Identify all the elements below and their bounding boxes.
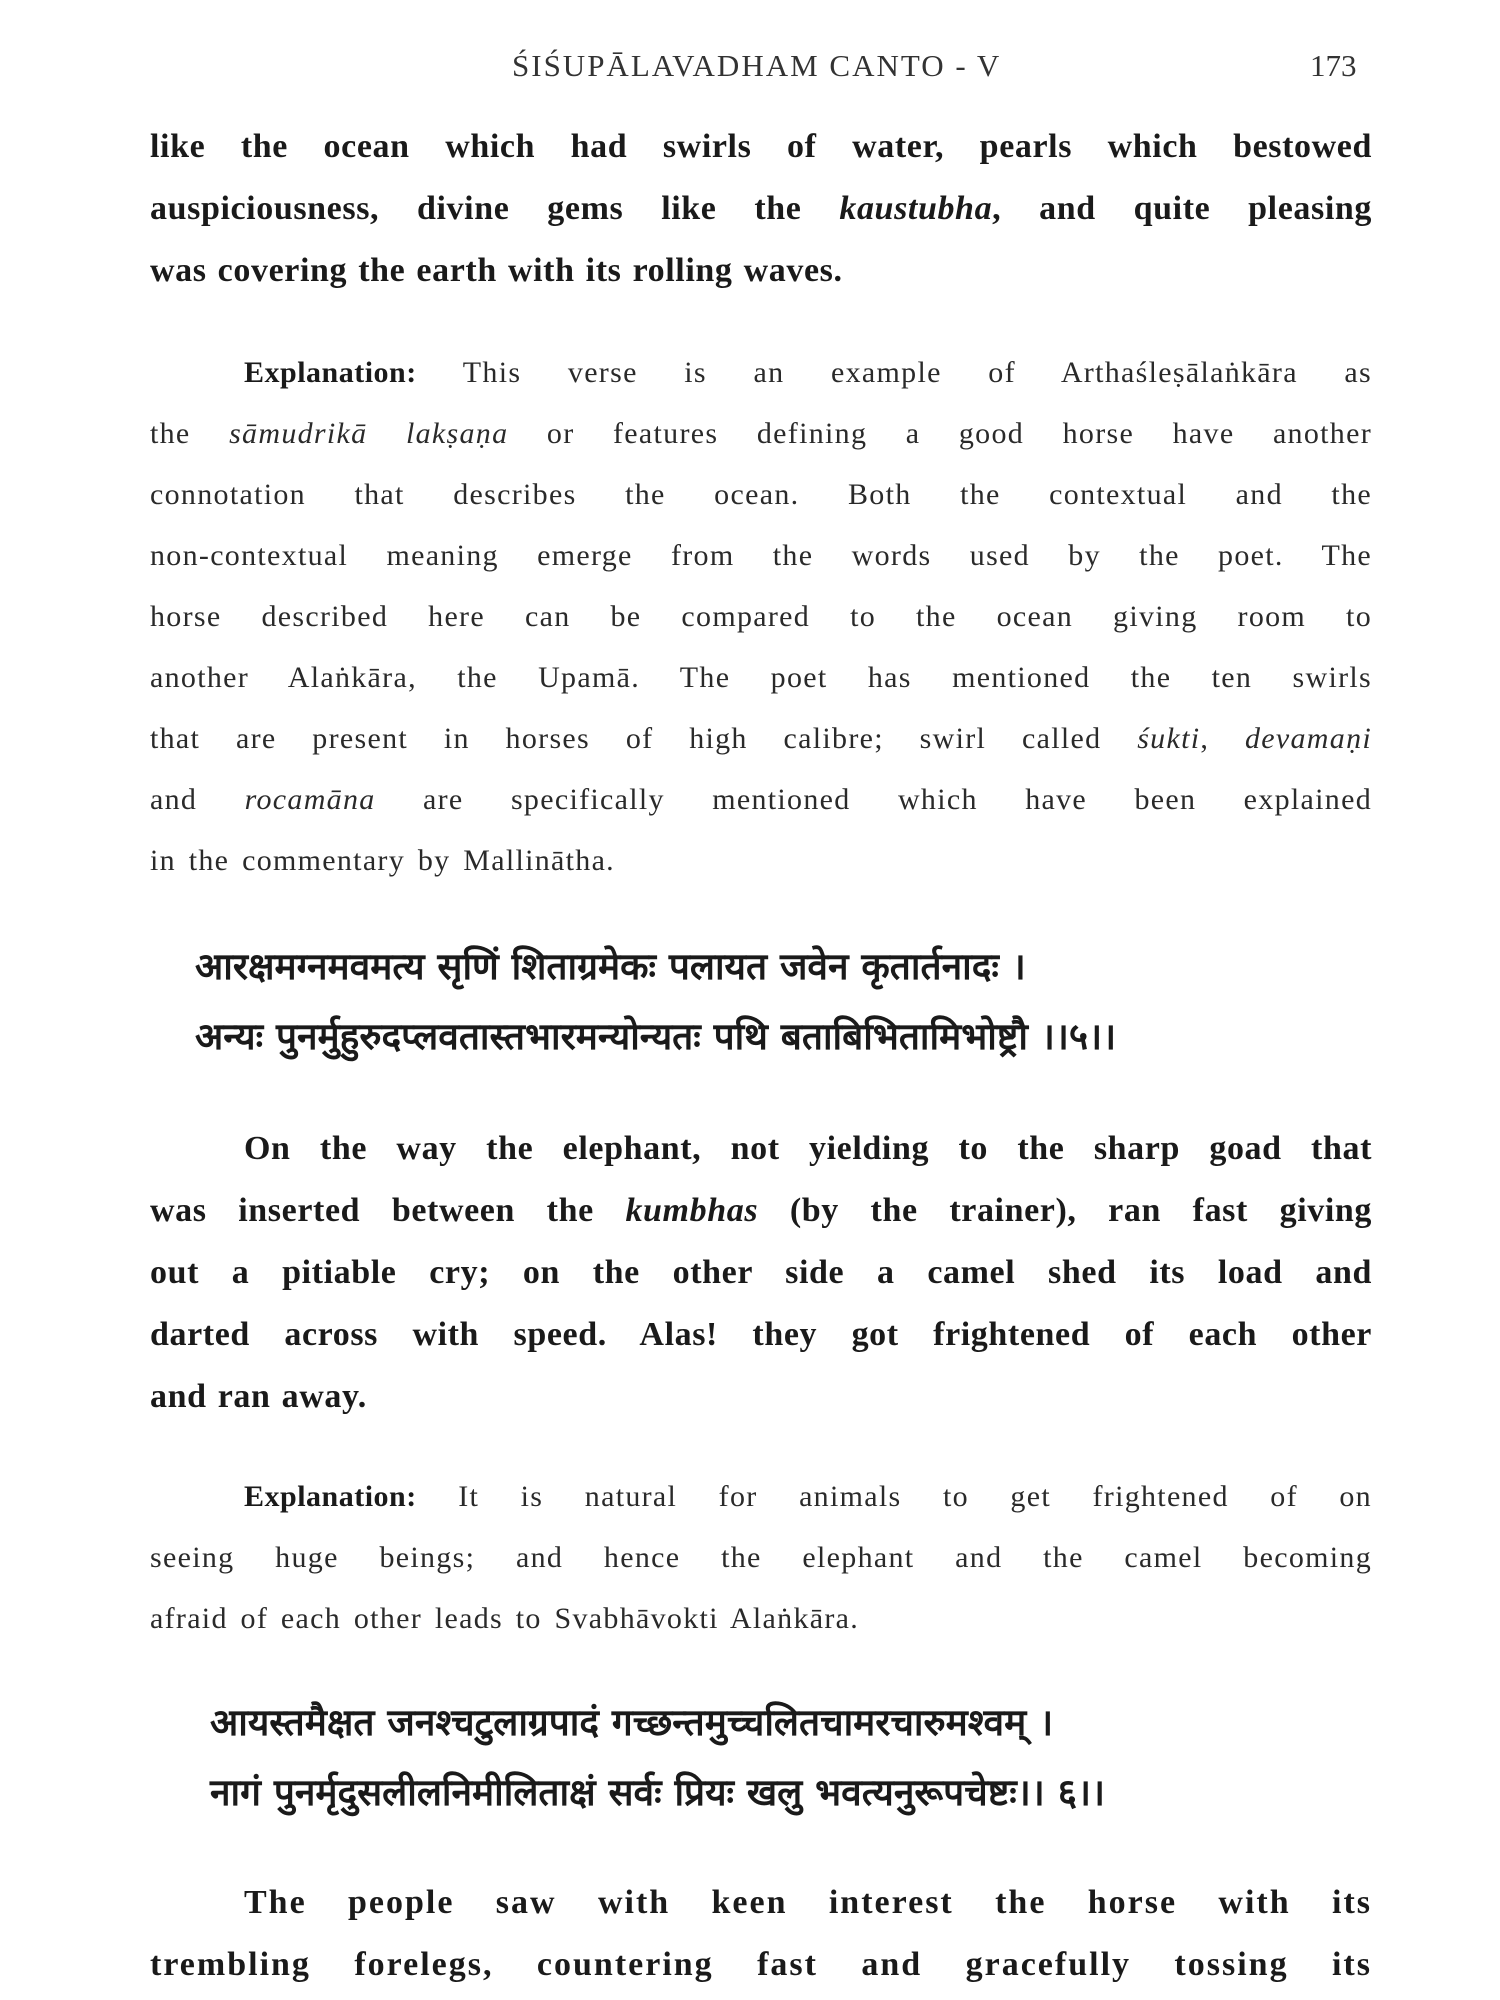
text-line: seeing huge beings; and hence the elephant and the camel becoming [150,1541,1372,1574]
text-line: like the ocean which had swirls of water, pearls which bestowed [150,128,1372,165]
verse-translation-4-continued [150,116,1372,302]
text-line: was inserted between the kumbhas (by the trainer), ran fast giving [150,1192,1372,1229]
text-line: darted across with speed. Alas! they got frightened of each other [150,1316,1372,1353]
text-line: that are present in horses of high calibre; swirl called śukti, devamaṇi [150,722,1372,755]
text-line: auspiciousness, divine gems like the kaustubha, and quite pleasing [150,190,1373,227]
text-line: in the commentary by Mallinātha. [150,844,615,877]
text-line: Explanation: It is natural for animals to get frightened of on [244,1480,1372,1513]
explanation-verse-4 [150,342,1372,891]
sanskrit-line: आयस्तमैक्षत जनश्चटुलाग्रपादं गच्छन्तमुच्चलितचामरचारुमश्वम् । [210,1701,1054,1744]
text-line: non-contextual meaning emerge from the words used by the poet. The [150,539,1372,572]
text-line: and rocamāna are specifically mentioned which have been explained [150,783,1373,816]
text-line: afraid of each other leads to Svabhāvokti Alaṅkāra. [150,1602,860,1635]
text-line: and ran away. [150,1378,367,1415]
text-line: another Alaṅkāra, the Upamā. The poet has mentioned the ten swirls [150,661,1372,694]
text-line: out a pitiable cry; on the other side a camel shed its load and [150,1254,1372,1291]
explanation-label: Explanation: [244,1480,417,1513]
italic-term: kumbhas [625,1192,759,1229]
text-line: connotation that describes the ocean. Both the contextual and the [150,478,1372,511]
text-line: Explanation: This verse is an example of Arthaśleṣālaṅkāra as [244,356,1372,389]
text-line: the sāmudrikā lakṣaṇa or features defining a good horse have another [150,417,1373,450]
italic-term: rocamāna [244,783,376,816]
text-line: On the way the elephant, not yielding to the sharp goad that [244,1130,1372,1167]
sanskrit-line: आरक्षमग्नमवमत्य सृणिं शिताग्रमेकः पलायत जवेन कृतार्तनादः । [195,945,1026,988]
italic-term: kaustubha [839,190,993,227]
italic-term: śukti [1137,722,1201,755]
sanskrit-verse-6 [210,1688,1390,1828]
page-number: 173 [1310,48,1357,83]
italic-term: sāmudrikā lakṣaṇa [229,417,509,450]
sanskrit-verse-5 [195,932,1375,1072]
text-line: trembling forelegs, countering fast and gracefully tossing its [150,1946,1372,1983]
verse-translation-5 [150,1118,1372,1428]
text-line: horse described here can be compared to the ocean giving room to [150,600,1372,633]
explanation-label: Explanation: [244,356,417,389]
running-header [0,48,1500,98]
running-title: ŚIŚUPĀLAVADHAM CANTO - V [512,48,1002,83]
sanskrit-line: नागं पुनर्मृदुसलीलनिमीलिताक्षं सर्वः प्रियः खलु भवत्यनुरूपचेष्टः।। ६।। [210,1771,1105,1814]
explanation-verse-5 [150,1466,1372,1649]
verse-translation-6 [150,1872,1372,1996]
italic-term: devamaṇi [1244,722,1372,755]
text-line: The people saw with keen interest the horse with its [244,1884,1372,1921]
sanskrit-line: अन्यः पुनर्मुहुरुदप्लवतास्तभारमन्योन्यतः पथि बताबिभितामिभोष्ट्रौ ।।५।। [195,1015,1117,1058]
text-line: was covering the earth with its rolling waves. [150,252,843,289]
